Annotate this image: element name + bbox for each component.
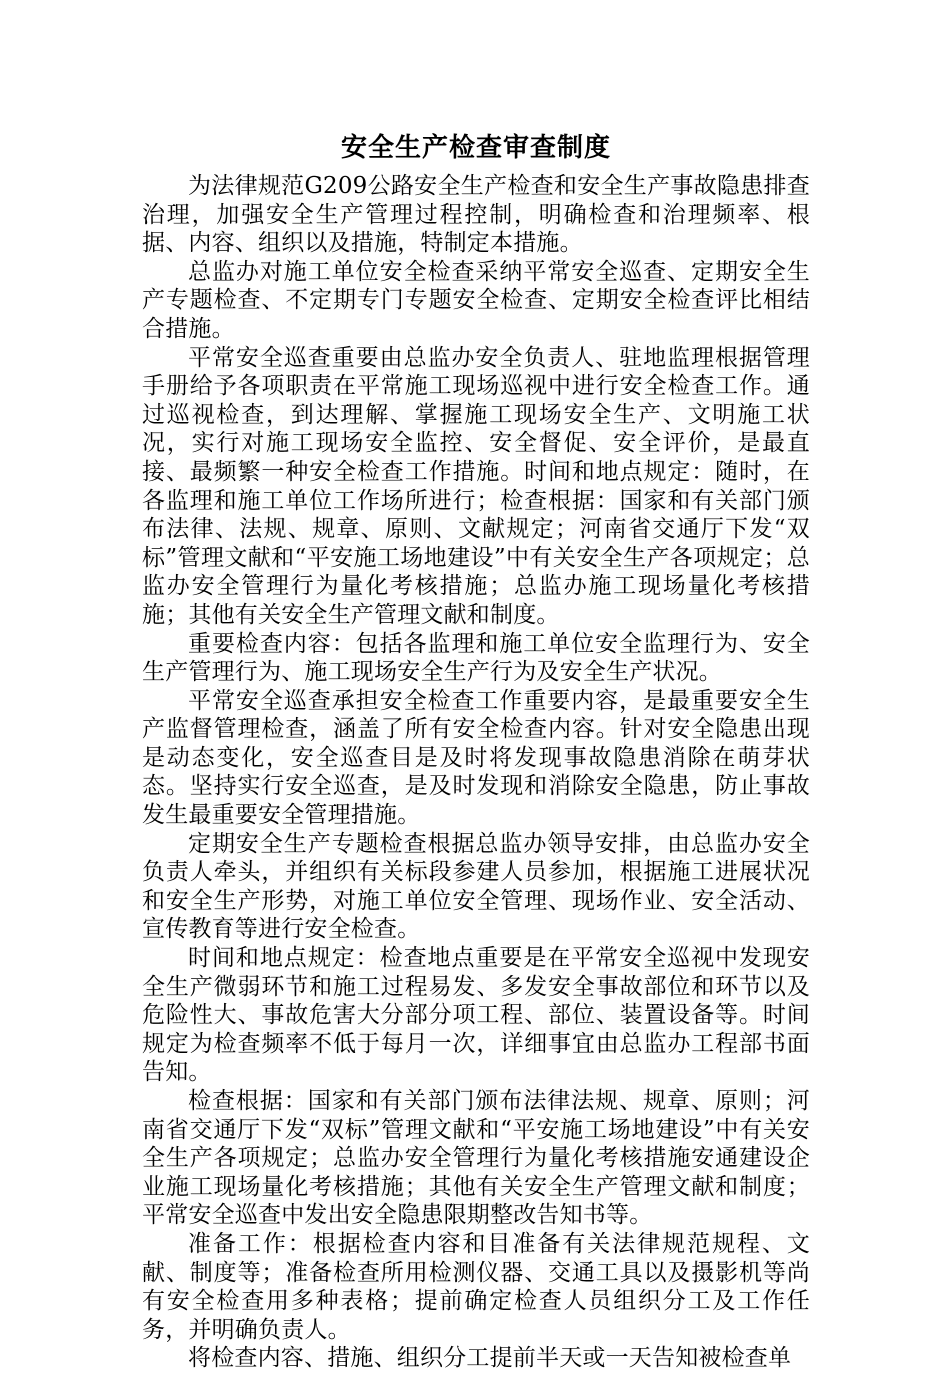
paragraph-10: 将检查内容、措施、组织分工提前半天或一天告知被检查单 [188,1345,792,1372]
document-title: 安全生产检查审查制度 [340,133,611,163]
paragraph-5: 平常安全巡查承担安全检查工作重要内容，是最重要安全生产监督管理检查，涵盖了所有安全检查内容。针对安全隐患出现是动态变化，安全巡查目是及时将发现事故隐患消除在萌芽状态。坚持实行安全巡查，是及时发现和消除安全隐患，防止事故发生最重要安全管理措施。 [142,687,810,829]
paragraph-9: 准备工作：根据检查内容和目准备有关法律规范规程、文献、制度等；准备检查所用检测仪器、交通工具以及摄影机等尚有安全检查用多种表格；提前确定检查人员组织分工及工作任务，并明确负责人。 [142,1230,810,1343]
paragraph-6: 定期安全生产专题检查根据总监办领导安排，由总监办安全负责人牵头，并组织有关标段参建人员参加，根据施工进展状况和安全生产形势，对施工单位安全管理、现场作业、安全活动、宣传教育等进行安全检查。 [142,830,810,943]
paragraph-1: 为法律规范G209公路安全生产检查和安全生产事故隐患排查治理，加强安全生产管理过程控制，明确检查和治理频率、根据、内容、组织以及措施，特制定本措施。 [142,173,810,257]
paragraph-3: 平常安全巡查重要由总监办安全负责人、驻地监理根据管理手册给予各项职责在平常施工现场巡视中进行安全检查工作。通过巡视检查，到达理解、掌握施工现场安全生产、文明施工状况，实行对施工现场安全监控、安全督促、安全评价，是最直接、最频繁一种安全检查工作措施。时间和地点规定：随时，在各监理和施工单位工作场所进行；检查根据：国家和有关部门颁布法律、法规、规章、原则、文献规定；河南省交通厅下发“双标”管理文献和“平安施工场地建设”中有关安全生产各项规定；总监办安全管理行为量化考核措施；总监办施工现场量化考核措施；其他有关安全生产管理文献和制度。 [142,344,810,628]
paragraph-4: 重要检查内容：包括各监理和施工单位安全监理行为、安全生产管理行为、施工现场安全生产行为及安全生产状况。 [142,630,810,686]
document-page [142,128,810,1373]
paragraph-8: 检查根据：国家和有关部门颁布法律法规、规章、原则；河南省交通厅下发“双标”管理文献和“平安施工场地建设”中有关安全生产各项规定；总监办安全管理行为量化考核措施安通建设企业施工现场量化考核措施；其他有关安全生产管理文献和制度；平常安全巡查中发出安全隐患限期整改告知书等。 [142,1088,810,1229]
paragraph-7: 时间和地点规定：检查地点重要是在平常安全巡视中发现安全生产微弱环节和施工过程易发、多发安全事故部位和环节以及危险性大、事故危害大分部分项工程、部位、装置设备等。时间规定为检查频率不低于每月一次，详细事宜由总监办工程部书面告知。 [142,945,810,1086]
paragraph-2: 总监办对施工单位安全检查采纳平常安全巡查、定期安全生产专题检查、不定期专门专题安全检查、定期安全检查评比相结合措施。 [142,258,810,342]
